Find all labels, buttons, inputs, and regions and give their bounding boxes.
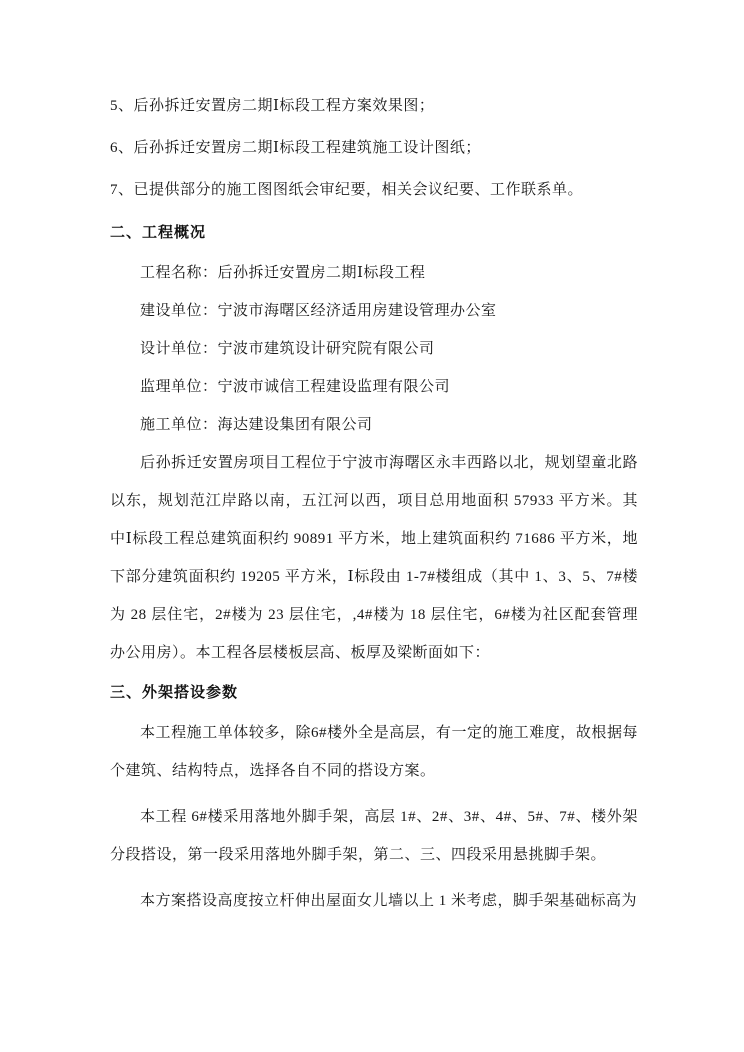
info-builder-unit: 施工单位：海达建设集团有限公司 — [140, 417, 373, 433]
info-design-unit: 设计单位：宁波市建筑设计研究院有限公司 — [140, 341, 435, 357]
info-project-name: 工程名称：后孙拆迁安置房二期Ⅰ标段工程 — [140, 265, 426, 281]
info-construction-unit: 建设单位：宁波市海曙区经济适用房建设管理办公室 — [140, 303, 497, 319]
list-item-7: 7、已提供部分的施工图图纸会审纪要，相关会议纪要、工作联系单。 — [110, 182, 584, 198]
section-heading-overview: 二、工程概况 — [110, 225, 207, 241]
overview-paragraph: 后孙拆迁安置房项目工程位于宁波市海曙区永丰西路以北，规划望童北路以东，规划范江岸路以南，五江河以西，项目总用地面积 57933 平方米。其中Ⅰ标段工程总建筑面积约 90891 平方米，地上建筑面积约 71686 平方米，地下部分建筑面积约 19205 平方米，Ⅰ标段由 1-7#楼组成（其中 1、3、5、7#楼为 28 层住宅，2#楼为 23 层住宅，,4#楼为 18 层住宅，6#楼为社区配套管理办公用房）。本工程各层楼板层高、板厚及梁断面如下： — [110, 455, 638, 661]
scaffold-paragraph-2: 本工程 6#楼采用落地外脚手架，高层 1#、2#、3#、4#、5#、7#、楼外架分段搭设，第一段采用落地外脚手架，第二、三、四段采用悬挑脚手架。 — [110, 809, 638, 863]
list-item-6: 6、后孙拆迁安置房二期Ⅰ标段工程建筑施工设计图纸； — [110, 140, 481, 156]
list-item-5: 5、后孙拆迁安置房二期Ⅰ标段工程方案效果图； — [110, 98, 435, 114]
info-supervision-unit: 监理单位：宁波市诚信工程建设监理有限公司 — [140, 379, 451, 395]
section-heading-scaffold: 三、外架搭设参数 — [110, 685, 239, 701]
scaffold-paragraph-1: 本工程施工单体较多，除6#楼外全是高层，有一定的施工难度，故根据每个建筑、结构特点，选择各自不同的搭设方案。 — [110, 725, 638, 779]
scaffold-paragraph-3: 本方案搭设高度按立杆伸出屋面女儿墙以上 1 米考虑，脚手架基础标高为 — [140, 893, 638, 909]
